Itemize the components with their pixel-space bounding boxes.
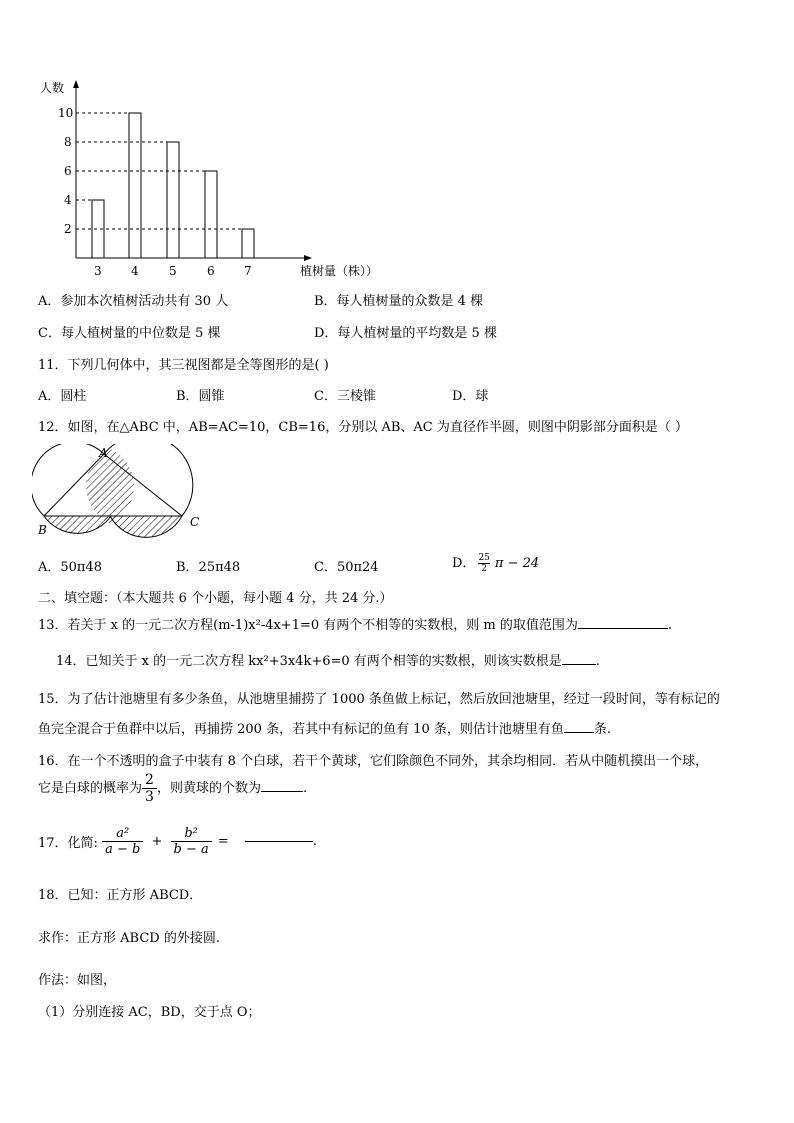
q11-stem: 11．下列几何体中，其三视图都是全等图形的是( ) (38, 358, 329, 373)
q12-stem: 12．如图，在△ABC 中，AB=AC=10，CB=16，分别以 AB、AC 为直径作半圆，则图中阴影部分面积是（ ） (38, 420, 689, 435)
q13-answer-blank[interactable] (578, 628, 668, 629)
bar-6 (205, 171, 217, 258)
q12-option-d-suffix: π − 24 (494, 556, 540, 571)
q13-text: 13．若关于 x 的一元二次方程(m-1)x²-4x+1=0 有两个不相等的实数根，则 m 的取值范围为 (38, 618, 578, 633)
x-tick-label: 6 (207, 264, 215, 278)
bar-chart (30, 70, 400, 285)
label-b: B (38, 523, 47, 537)
y-tick-label: 10 (58, 106, 74, 120)
q16-suffix: ，则黄球的个数为 (156, 781, 261, 796)
q15-answer-blank[interactable] (564, 732, 594, 733)
x-tick-label: 3 (94, 264, 102, 278)
q10-option-a: A．参加本次植树活动共有 30 人 (38, 294, 229, 309)
q18-method: 作法：如图， (38, 973, 117, 988)
q12-d-frac-num: 25 (478, 553, 490, 563)
y-axis-label: 人数 (40, 81, 65, 95)
q12-option-d (452, 552, 539, 574)
q17 (38, 826, 317, 857)
y-tick-label: 6 (64, 164, 72, 178)
y-tick-label: 8 (64, 135, 72, 149)
q17-plus: + (151, 834, 163, 849)
q16-end: . (302, 781, 308, 796)
q16-frac-num: 2 (145, 772, 154, 788)
q16-line1: 16．在一个不透明的盒子中装有 8 个白球，若干个黄球，它们除颜色不同外，其余均相同．若从中随机摸出一个球， (38, 754, 709, 769)
x-axis-arrow (304, 255, 312, 261)
q17-answer-blank[interactable] (245, 841, 313, 842)
q10-option-b: B．每人植树量的众数是 4 棵 (314, 294, 484, 309)
q15-line1: 15．为了估计池塘里有多少条鱼，从池塘里捕捞了 1000 条鱼做上标记，然后放回池塘里，经过一段时间，等有标记的 (38, 692, 720, 707)
y-tick-label: 2 (64, 222, 72, 236)
q14-answer-blank[interactable] (562, 664, 596, 665)
q10-option-c: C．每人植树量的中位数是 5 棵 (38, 326, 221, 341)
q18-step-1: （1）分别连接 AC，BD，交于点 O； (38, 1005, 261, 1020)
q17-end: . (312, 834, 318, 849)
q17-fraction-2: $\frac{\text{b²}}{b - a}$ (171, 826, 212, 857)
q12-figure (32, 444, 212, 544)
q15-text: 鱼完全混合于鱼群中以后，再捕捞 200 条，若其中有标记的鱼有 10 条，则估计池塘里有鱼 (38, 722, 564, 737)
q17-fraction-1: $\frac{\text{a²}}{a - b}$ (102, 826, 143, 857)
q12-option-a: A．50π48 (38, 560, 103, 575)
q10-option-d: D．每人植树量的平均数是 5 棵 (314, 326, 497, 341)
bar-5 (167, 142, 179, 258)
q18-task: 求作：正方形 ABCD 的外接圆. (38, 931, 220, 946)
shaded-segment-right (110, 516, 182, 537)
label-a: A (99, 446, 108, 460)
q15-end: 条. (593, 722, 612, 737)
y-axis-arrow (73, 80, 79, 88)
q14-end: . (595, 654, 600, 669)
q14-text: 14．已知关于 x 的一元二次方程 kx²+3x4k+6=0 有两个相等的实数根，则该实数根是 (56, 654, 562, 669)
q16-line2 (38, 772, 307, 805)
section-2-heading: 二、填空题：（本大题共 6 个小题，每小题 4 分，共 24 分.） (38, 591, 393, 606)
q16-answer-blank[interactable] (261, 791, 303, 792)
q11-option-d: D．球 (452, 389, 489, 404)
q17-prefix: 17．化简: (38, 836, 98, 851)
q13-end: . (667, 618, 673, 633)
q12-option-c: C．50π24 (314, 560, 379, 575)
q11-option-b: B．圆锥 (176, 389, 225, 404)
q17-equals: = (217, 834, 229, 849)
bar-4 (129, 113, 141, 258)
x-tick-label: 4 (131, 264, 139, 278)
label-c: C (190, 515, 200, 529)
x-tick-label: 7 (244, 264, 252, 278)
q15-line2 (38, 718, 611, 737)
bar-7 (242, 229, 254, 258)
q18-given: 18．已知：正方形 ABCD． (38, 888, 203, 903)
q16-prefix: 它是白球的概率为 (38, 781, 143, 796)
q12-option-d-prefix: D． (452, 556, 476, 571)
q11-option-a: A．圆柱 (38, 389, 87, 404)
y-tick-label: 4 (64, 193, 72, 207)
x-axis-label: 植树量（株）） (300, 264, 379, 278)
q16-frac-den: 3 (142, 788, 157, 805)
q12-option-b: B．25π48 (176, 560, 241, 575)
q12-d-frac-den: 2 (478, 563, 490, 574)
q11-option-c: C．三棱锥 (314, 389, 376, 404)
q14 (56, 650, 600, 669)
q13 (38, 614, 672, 633)
shaded-segment-left (44, 516, 111, 533)
x-tick-label: 5 (169, 264, 177, 278)
